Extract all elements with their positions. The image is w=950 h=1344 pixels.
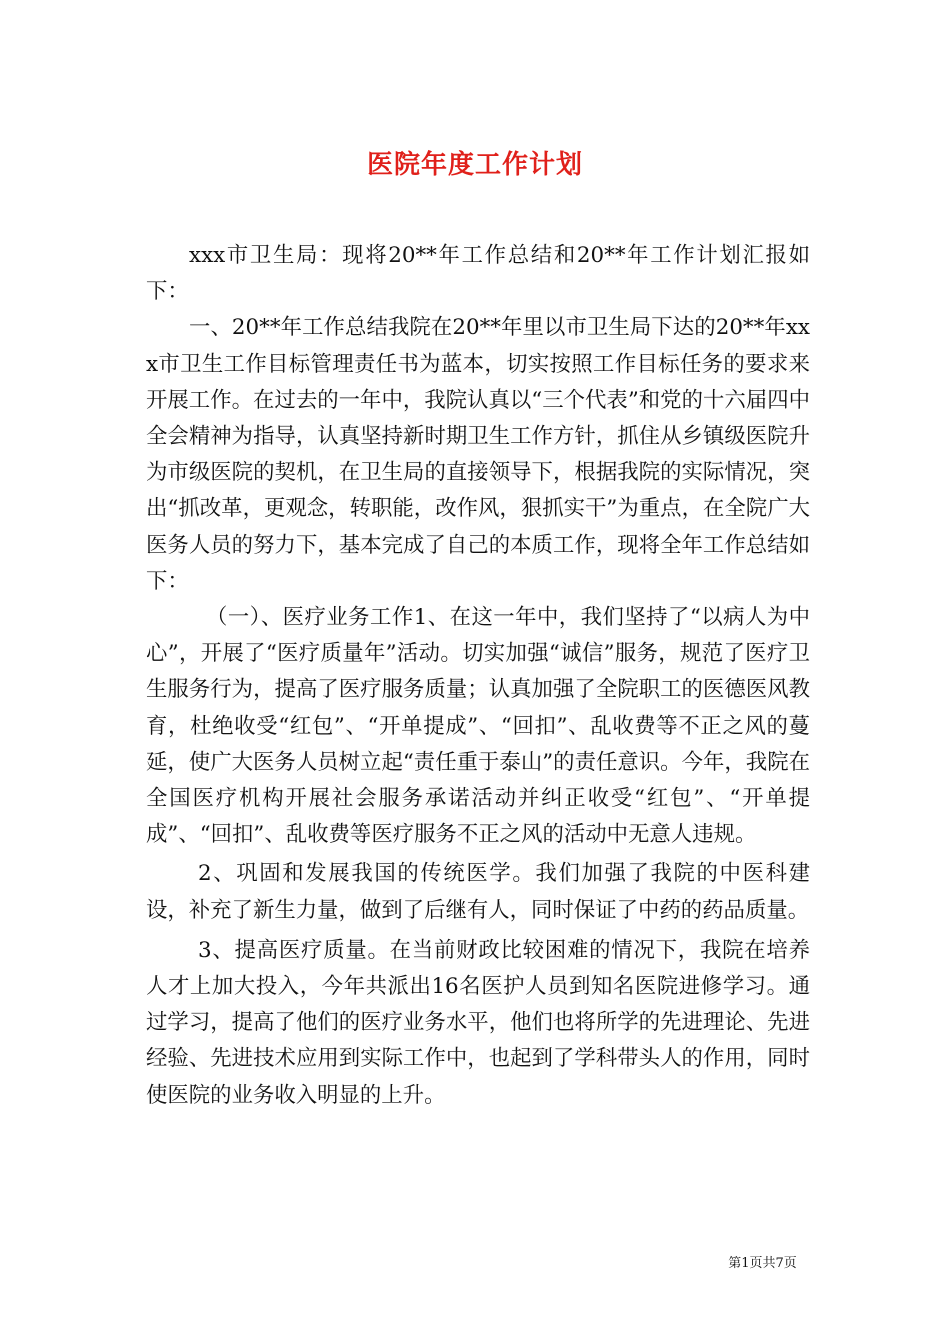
- paragraph-medical-work: （一）、医疗业务工作1、在这一年中，我们坚持了“以病人为中心”，开展了“医疗质量年”活动。切实加强“诚信”服务，规范了医疗卫生服务行为，提高了医疗服务质量；认真加强了全院职工的医德医风教育，杜绝收受“红包”、“开单提成”、“回扣”、乱收费等不正之风的蔓延，使广大医务人员树立起“责任重于泰山”的责任意识。今年，我院在全国医疗机构开展社会服务承诺活动并纠正收受“红包”、“开单提成”、“回扣”、乱收费等医疗服务不正之风的活动中无意人违规。: [146, 605, 810, 848]
- paragraph-salutation: xxx市卫生局：现将20**年工作总结和20**年工作计划汇报如下：: [146, 243, 810, 305]
- page-number: 第1页共7页: [728, 1256, 797, 1271]
- paragraph-medical-quality: 3、提高医疗质量。在当前财政比较困难的情况下，我院在培养人才上加大投入，今年共派出16名医护人员到知名医院进修学习。通过学习，提高了他们的医疗业务水平，他们也将所学的先进理论、先进经验、先进技术应用到实际工作中，也起到了学科带头人的作用，同时使医院的业务收入明显的上升。: [146, 937, 810, 1108]
- document-body: [146, 238, 810, 1114]
- paragraph-traditional-medicine: 2、巩固和发展我国的传统医学。我们加强了我院的中医科建设，补充了新生力量，做到了后继有人，同时保证了中药的药品质量。: [146, 861, 810, 923]
- document-title: 医院年度工作计划: [366, 150, 583, 181]
- paragraph-summary-intro: 一、20**年工作总结我院在20**年里以市卫生局下达的20**年xxx市卫生工作目标管理责任书为蓝本，切实按照工作目标任务的要求来开展工作。在过去的一年中，我院认真以“三个代表”和党的十六届四中全会精神为指导，认真坚持新时期卫生工作方针，抓住从乡镇级医院升为市级医院的契机，在卫生局的直接领导下，根据我院的实际情况，突出“抓改革，更观念，转职能，改作风，狠抓实干”为重点，在全院广大医务人员的努力下，基本完成了自己的本质工作，现将全年工作总结如下：: [146, 315, 810, 594]
